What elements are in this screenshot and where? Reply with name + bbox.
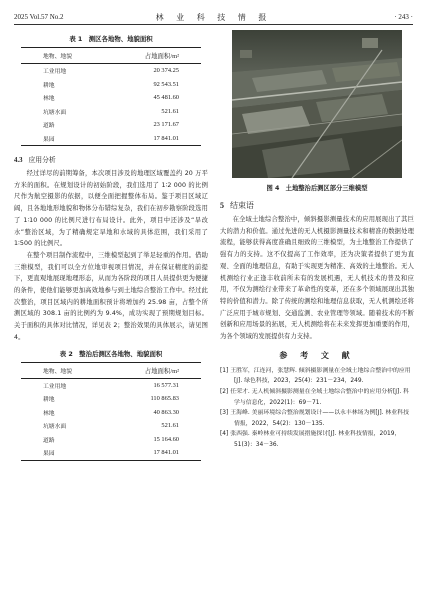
references-heading: 参 考 文 献 <box>279 350 355 360</box>
table-cell: 23 171.67 <box>153 121 179 129</box>
table-cell: 521.61 <box>161 422 179 430</box>
table-cell: 17 841.01 <box>107 446 201 460</box>
table-row <box>21 392 201 406</box>
table-cell: 521.61 <box>161 107 179 115</box>
table2-header-feature: 地物、地貌 <box>21 362 107 378</box>
table-row <box>21 446 201 460</box>
reference-item: [3] 王海峰. 美丽环境综合整治规划设计——以永丰林场为例[J]. 林业科技情报，2022，54(2)：130－135. <box>220 410 409 427</box>
table-cell: 45 481.60 <box>153 94 179 102</box>
table-row <box>21 105 201 119</box>
left-column <box>14 30 208 461</box>
table-row <box>21 64 201 78</box>
right-column <box>220 30 414 450</box>
table-row <box>21 433 201 447</box>
table-cell: 林地 <box>43 410 55 417</box>
aerial-3d-model-photo <box>232 30 402 178</box>
table-row <box>21 378 201 392</box>
table-row <box>21 419 201 433</box>
journal-title: 林 业 科 技 情 报 <box>155 13 272 22</box>
table-cell: 92 543.51 <box>153 80 179 88</box>
table2 <box>21 362 201 461</box>
reference-item: [2] 任荣才. 无人机倾斜摄影测量在全域土地综合整治中的应用分析[J]. 科学与信息化，2022(1)：69－71. <box>220 388 409 406</box>
body-paragraph: 经过详尽的前期筹备，本次项目涉及的地理区域覆盖约 20 万平方米的面积。在规划设计的初始阶段，我们选用了 1∶2 000 的比例尺作为航空摄影的依据，以便全面把握整体布局。鉴于项目区域辽阔，且各地地形地貌和物体分布错综复杂，我们在初步勘察阶段选用了 1∶10 000 的比例尺进行布局设计。此外，项目中还涉及“旱改水”整治区域，为了精确规定旱地和水域的具体范围，我们采用了 1∶500 的比例尺。 <box>14 170 208 248</box>
journal-volume: 2025 Vol.57 No.2 <box>14 13 64 21</box>
table-cell: 40 863.30 <box>153 408 179 416</box>
table-cell: 道路 <box>43 437 55 444</box>
table-cell: 16 577.31 <box>153 381 179 389</box>
table-cell: 110 865.83 <box>150 395 179 403</box>
table-row <box>21 91 201 105</box>
table-cell: 果园 <box>21 446 107 460</box>
running-header <box>14 10 413 25</box>
section-heading-5 <box>220 200 414 211</box>
section-number: 5 <box>220 201 224 210</box>
section-title: 结束语 <box>230 201 254 210</box>
table-cell: 20 374.25 <box>153 67 179 75</box>
table-row <box>21 118 201 132</box>
table-cell: 耕地 <box>43 82 55 89</box>
table-cell: 林地 <box>43 96 55 103</box>
table-cell: 道路 <box>43 123 55 130</box>
table1-caption: 表 1 测区各地物、地貌面积 <box>69 35 153 43</box>
table-cell: 17 841.01 <box>107 132 201 146</box>
table1-header-area: 占地面积/m² <box>107 48 201 64</box>
table-cell: 工业用地 <box>43 383 67 390</box>
section-title: 应用分析 <box>28 156 56 164</box>
body-paragraph: 在全域土地综合整治中，倾斜摄影测量技术的应用展现出了其巨大的潜力和价值。通过先进的无人机摄影测量技术和精准的数据处理流程，能够获得高度准确且细致的三维模型，为土地整治工作提供了强有力的支持。这不仅提高了工作效率，还为决策者提供了更为直观、全面的地理信息，有助于实现更为精准、高效的土地整治。无人机测绘行业正逢丰收前所未有的发展机遇，无人机技术的普及和应用，不仅为测绘行业带来了革命性的变革，还在多个领域展现出其独特的价值和潜力。除了传统的测绘和地理信息获取，无人机测绘还将广泛应用于城市规划、交通监测、农业管理等领域。随着技术的不断创新和应用场景的拓展，无人机测绘将在未来发挥更加重要的作用，为各个领域的发展提供有力支持。 <box>220 216 414 341</box>
table-cell: 工业用地 <box>43 69 67 76</box>
reference-item: [4] 张西强. 秦岭林业可持续发展措施探讨[J]. 林业科技情报，2019，51(3)：34－36. <box>220 431 401 448</box>
section-heading-4-3 <box>14 154 208 164</box>
table-cell: 坑塘水面 <box>43 109 67 116</box>
table-cell: 坑塘水面 <box>43 424 67 431</box>
table2-header-area: 占地面积/m² <box>107 362 201 378</box>
table2-caption: 表 2 整治后测区各地物、地貌面积 <box>59 349 163 358</box>
section-number: 4.3 <box>14 157 23 164</box>
table-row <box>21 132 201 146</box>
table-cell: 耕地 <box>43 397 55 404</box>
table1-header-feature: 地物、地貌 <box>21 48 107 64</box>
page-number: · 243 · <box>394 13 413 21</box>
table1 <box>21 47 201 146</box>
body-paragraph: 在整个项目制作流程中，三维模型起到了举足轻重的作用。借助三维模型，我们可以全方位地审视项目情况，并在保证精度的前提下，更直观地展现地理形态，从而为各阶段的项目人员提供更为便捷的条件，使他们能够更加高效地参与到土地综合整治工作中。经过此次整治，项目区域内的耕地面积预计将增加约 25.98 亩，占整个所测区域的 308.1 亩的比例约为 9.4%，成功实现了预期规划目标。关于面积的具体对比情况，详见表 2；整治效果的具体展示，请见图 4。 <box>14 251 208 341</box>
table-row <box>21 78 201 92</box>
table-cell: 果园 <box>21 132 107 146</box>
table-cell: 15 164.60 <box>153 435 179 443</box>
figure4-caption: 图 4 土地整治后测区部分三维模型 <box>266 185 368 192</box>
table-row <box>21 406 201 420</box>
reference-item: [1] 王胜军，江连河，张慧辉. 倾斜摄影测量在全域土地综合整治中的应用[J]. 绿色科技，2023，25(4)：231－234，249. <box>220 367 411 385</box>
